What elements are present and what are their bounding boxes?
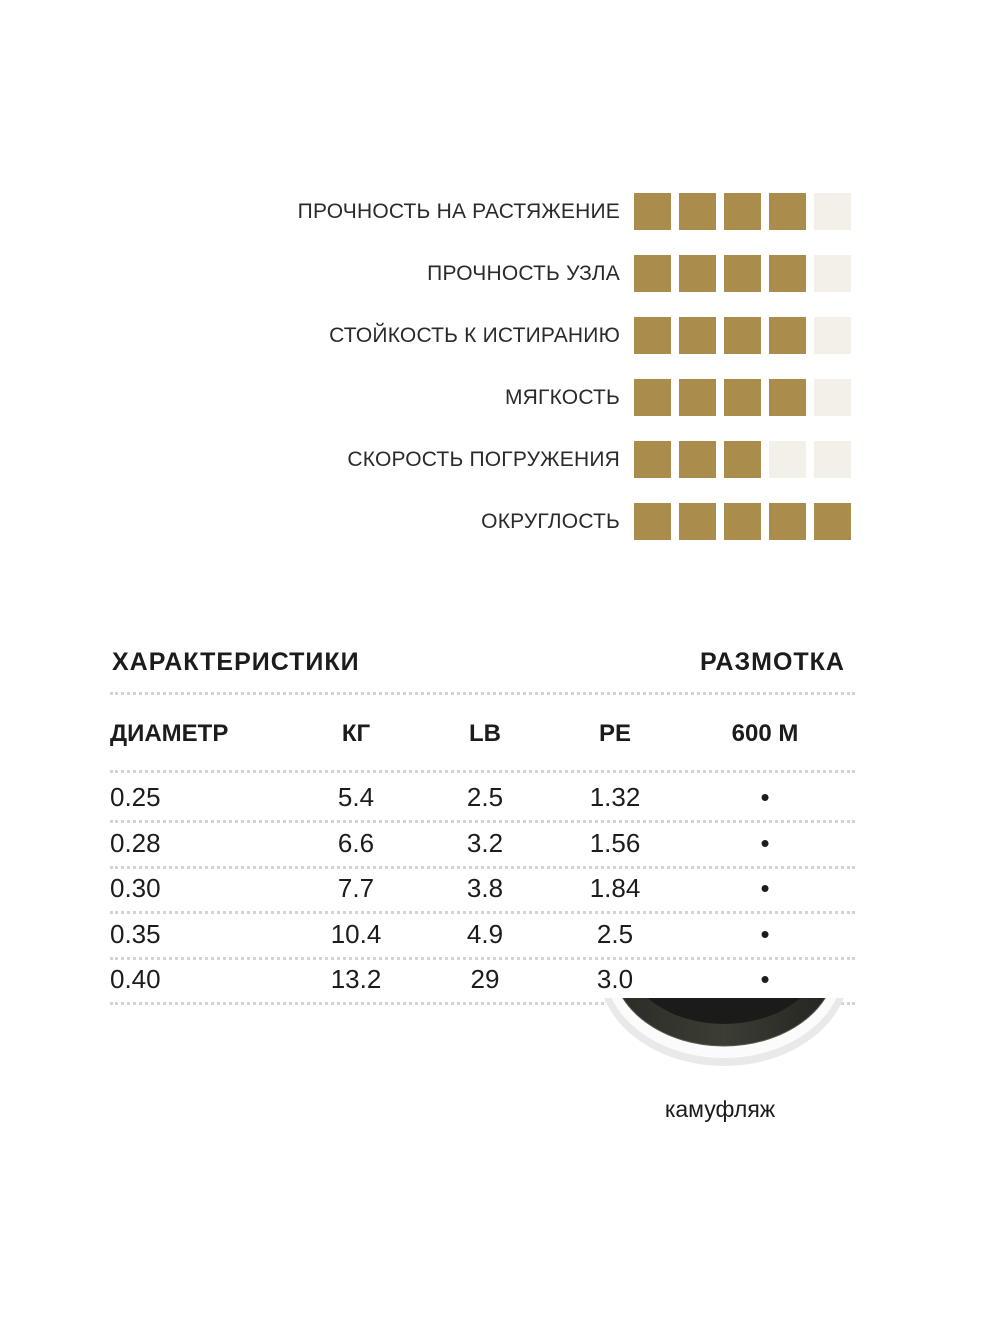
kg-value: 13.2 <box>330 964 382 994</box>
rating-row <box>0 376 1000 416</box>
rating-square-filled <box>634 317 671 354</box>
column-header-length: 600 М <box>731 720 799 747</box>
column-header-lb: LB <box>469 720 501 747</box>
rating-square-filled <box>634 441 671 478</box>
rating-square-filled <box>679 193 716 230</box>
kg-value: 7.7 <box>337 873 375 903</box>
column-header-pe: PE <box>598 720 631 747</box>
rating-square-filled <box>634 255 671 292</box>
row-divider <box>110 820 855 823</box>
rating-square-empty <box>769 441 806 478</box>
rating-square-filled <box>724 441 761 478</box>
kg-value: 6.6 <box>337 827 375 858</box>
diameter-value: 0.30 <box>110 873 161 903</box>
diameter-value: 0.40 <box>110 964 161 994</box>
rating-square-filled <box>634 193 671 230</box>
rating-label: ОКРУГЛОСТЬ <box>481 510 620 533</box>
pe-value: 1.84 <box>589 873 641 903</box>
rating-square-filled <box>724 503 761 540</box>
divider <box>110 692 855 695</box>
rating-row <box>0 252 1000 292</box>
kg-value: 10.4 <box>330 918 382 949</box>
rating-square-empty <box>814 441 851 478</box>
rating-row <box>0 314 1000 354</box>
length-mark: • <box>760 873 770 903</box>
rating-square-filled <box>679 255 716 292</box>
rating-square-filled <box>769 255 806 292</box>
row-divider <box>110 957 855 960</box>
rating-label: ПРОЧНОСТЬ НА РАСТЯЖЕНИЕ <box>297 200 620 223</box>
divider <box>110 770 855 773</box>
diameter-value: 0.25 <box>110 782 161 812</box>
rating-square-filled <box>634 379 671 416</box>
pe-value: 1.56 <box>589 827 641 858</box>
length-mark: • <box>760 964 770 994</box>
rating-square-filled <box>679 503 716 540</box>
rating-square-filled <box>769 379 806 416</box>
kg-value: 5.4 <box>337 782 375 812</box>
length-mark: • <box>760 782 770 812</box>
rating-square-empty <box>814 379 851 416</box>
rating-row <box>0 500 1000 540</box>
rating-label: ПРОЧНОСТЬ УЗЛА <box>427 262 620 285</box>
pe-value: 1.32 <box>589 782 641 812</box>
column-header-diameter: ДИАМЕТР <box>110 720 229 747</box>
rating-square-filled <box>769 317 806 354</box>
pe-value: 2.5 <box>596 918 634 949</box>
row-divider <box>110 911 855 914</box>
lb-value: 2.5 <box>466 782 504 812</box>
diameter-value: 0.28 <box>110 827 161 858</box>
length-mark: • <box>760 827 770 858</box>
rating-square-empty <box>814 193 851 230</box>
color-label: камуфляж <box>664 1096 776 1122</box>
rating-square-filled <box>769 503 806 540</box>
row-divider <box>110 866 855 869</box>
rating-label: СКОРОСТЬ ПОГРУЖЕНИЯ <box>347 448 620 471</box>
rating-square-filled <box>679 317 716 354</box>
column-header-kg: КГ <box>341 720 371 747</box>
lb-value: 29 <box>470 964 500 994</box>
spool-image <box>596 998 852 1078</box>
length-mark: • <box>760 918 770 949</box>
lb-value: 3.2 <box>466 827 504 858</box>
rating-square-empty <box>814 317 851 354</box>
rating-square-filled <box>724 379 761 416</box>
rating-row <box>0 438 1000 478</box>
lb-value: 4.9 <box>466 918 504 949</box>
rating-square-empty <box>814 255 851 292</box>
lb-value: 3.8 <box>466 873 504 903</box>
rating-square-filled <box>634 503 671 540</box>
pe-value: 3.0 <box>596 964 634 994</box>
rating-label: МЯГКОСТЬ <box>504 386 620 409</box>
diameter-value: 0.35 <box>110 918 161 949</box>
rating-square-filled <box>724 255 761 292</box>
rating-square-filled <box>679 379 716 416</box>
rating-square-filled <box>769 193 806 230</box>
spool-title: РАЗМОТКА <box>699 648 845 676</box>
specs-title: ХАРАКТЕРИСТИКИ <box>112 648 360 676</box>
rating-square-filled <box>724 193 761 230</box>
rating-square-filled <box>679 441 716 478</box>
rating-square-filled <box>724 317 761 354</box>
rating-label: СТОЙКОСТЬ К ИСТИРАНИЮ <box>329 324 620 347</box>
rating-square-filled <box>814 503 851 540</box>
rating-row <box>0 190 1000 230</box>
